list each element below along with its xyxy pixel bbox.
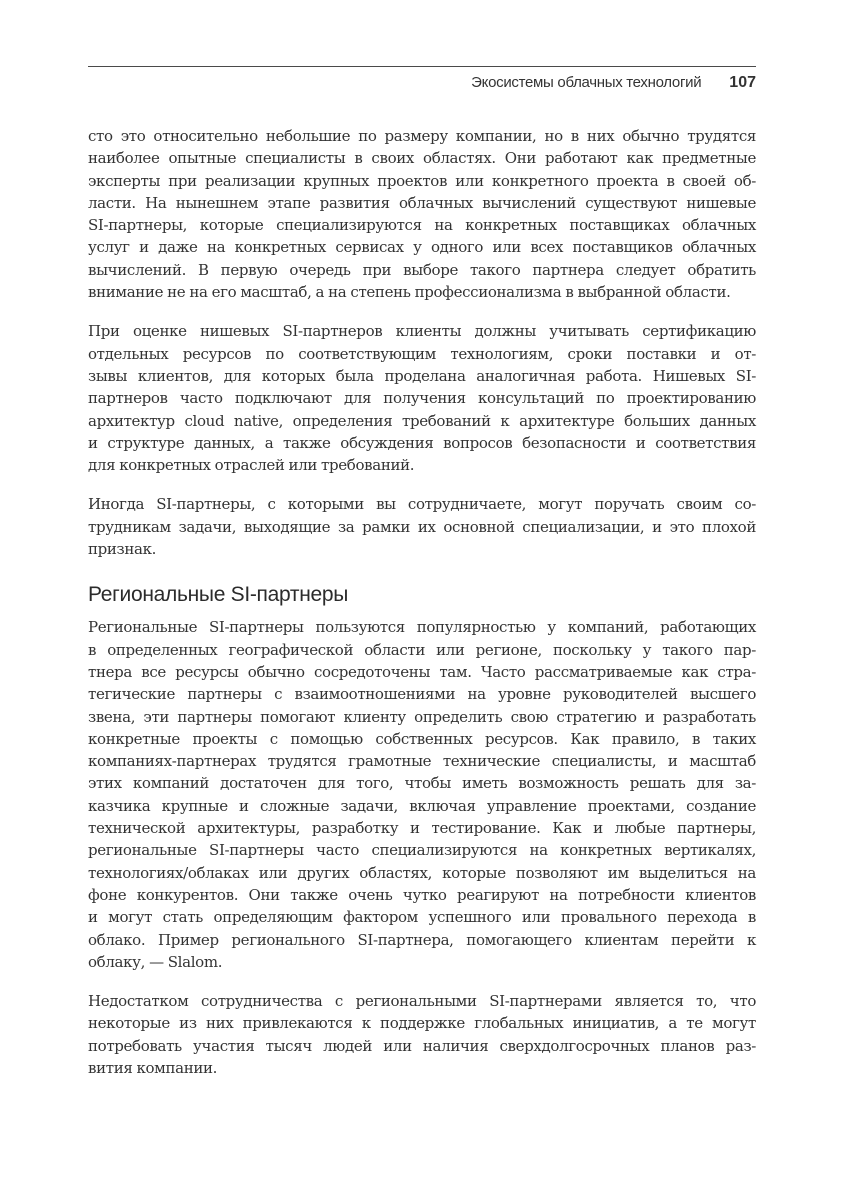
text-line: казчика крупные и сложные задачи, включая управление проектами, создание — [88, 796, 756, 815]
text-line: услуг и даже на конкретных сервисах у одного или всех поставщиков облачных — [88, 238, 756, 257]
text-line: тегические партнеры с взаимоотношениями на уровне руководителей высшего — [88, 685, 756, 704]
text-line: SI-партнеры, которые специализируются на конкретных поставщиках облачных — [88, 216, 756, 235]
text-line: технической архитектуры, разработку и тестирование. Как и любые партнеры, — [88, 819, 756, 838]
text-line: признак. — [88, 540, 157, 559]
text-line: партнеров часто подключают для получения консультаций по проектированию — [88, 389, 756, 408]
text-line: наиболее опытные специалисты в своих областях. Они работают как предметные — [88, 149, 756, 168]
paragraph-bad-sign — [88, 493, 756, 560]
text-line: конкретные проекты с помощью собственных ресурсов. Как правило, в таких — [88, 729, 756, 748]
text-line: сто это относительно небольшие по размеру компании, но в них обычно трудятся — [88, 127, 756, 145]
text-line: в определенных географической области или регионе, поскольку у такого пар- — [88, 640, 756, 659]
text-line: некоторые из них привлекаются к поддержке глобальных инициатив, а те могут — [88, 1014, 756, 1033]
text-line: тнера все ресурсы обычно сосредоточены там. Часто рассматриваемые как стра- — [88, 662, 756, 681]
text-line: технологиях/облаках или других областях, которые позволяют им выделиться на — [88, 863, 756, 882]
text-line: эксперты при реализации крупных проектов или конкретного проекта в своей об- — [88, 171, 756, 190]
body-text — [88, 125, 756, 1079]
text-line: и структуре данных, а также обсуждения вопросов безопасности и соответствия — [88, 433, 756, 452]
text-line: облаку, — Slalom. — [88, 952, 223, 971]
paragraph-regional-si-drawback — [88, 990, 756, 1079]
page-number: 107 — [729, 74, 756, 91]
text-line: Иногда SI-партнеры, с которыми вы сотрудничаете, могут поручать своим со- — [88, 495, 756, 514]
header-text — [471, 73, 756, 93]
text-line: трудникам задачи, выходящие за рамки их основной специализации, и это плохой — [88, 517, 756, 536]
text-line: ласти. На нынешнем этапе развития облачных вычислений существуют нишевые — [88, 193, 756, 212]
text-line: При оценке нишевых SI-партнеров клиенты должны учитывать сертификацию — [88, 322, 756, 341]
text-line: внимание не на его масштаб, а на степень профессионализма в выбранной области. — [88, 283, 731, 302]
section-heading: Региональные SI-партнеры — [88, 583, 349, 607]
text-line: и могут стать определяющим фактором успешного или провального перехода в — [88, 908, 756, 927]
paragraph-regional-si — [88, 616, 756, 973]
text-line: архитектур cloud native, определения требований к архитектуре больших данных — [88, 411, 756, 430]
text-line: вития компании. — [88, 1058, 218, 1077]
text-line: этих компаний достаточен для того, чтобы иметь возможность решать для за- — [88, 774, 756, 793]
text-line: региональные SI-партнеры часто специализируются на конкретных вертикалях, — [88, 841, 756, 860]
paragraph-niche-si-evaluation — [88, 320, 756, 476]
text-line: фоне конкурентов. Они также очень чутко реагируют на потребности клиентов — [88, 885, 756, 904]
text-line: Региональные SI-партнеры пользуются популярностью у компаний, работающих — [88, 618, 756, 637]
text-line: Недостатком сотрудничества с региональными SI-партнерами является то, что — [88, 992, 756, 1011]
text-line: отдельных ресурсов по соответствующим технологиям, сроки поставки и от- — [88, 344, 756, 363]
paragraph-niche-si-size — [88, 125, 756, 303]
running-header — [88, 66, 756, 97]
text-line: потребовать участия тысяч людей или наличия сверхдолгосрочных планов раз- — [88, 1036, 756, 1055]
text-line: компаниях-партнерах трудятся грамотные технические специалисты, и масштаб — [88, 752, 756, 771]
text-line: для конкретных отраслей или требований. — [88, 456, 415, 475]
text-line: звена, эти партнеры помогают клиенту определить свою стратегию и разработать — [88, 707, 756, 726]
running-title: Экосистемы облачных технологий — [471, 74, 702, 91]
text-line: зывы клиентов, для которых была проделана аналогичная работа. Нишевых SI- — [88, 366, 756, 385]
text-line: вычислений. В первую очередь при выборе такого партнера следует обратить — [88, 260, 756, 279]
text-line: облако. Пример регионального SI-партнера, помогающего клиентам перейти к — [88, 930, 756, 949]
